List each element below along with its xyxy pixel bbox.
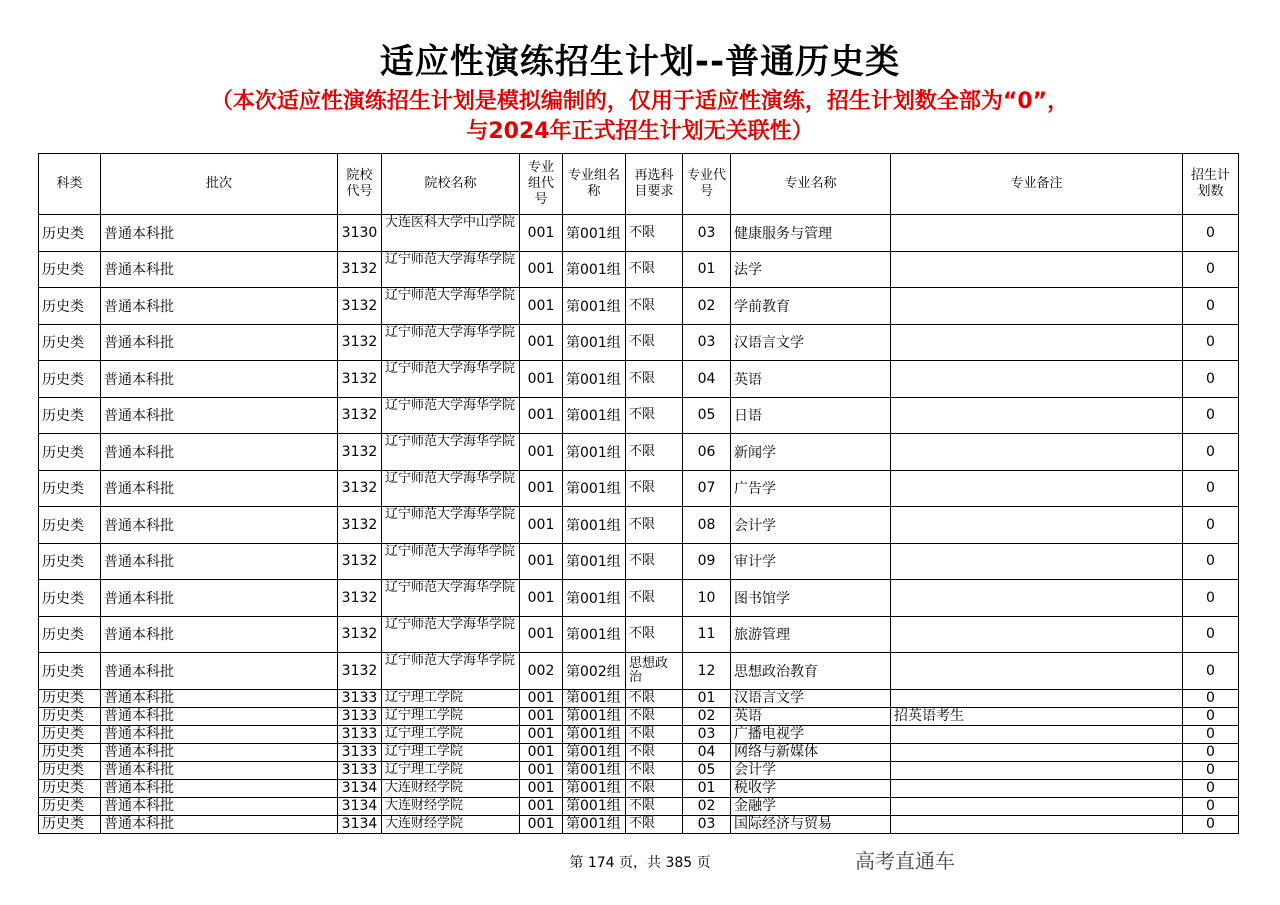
group-name-cell: 第001组 [563,743,626,761]
batch-cell: 普通本科批 [101,797,338,815]
plan-count-cell: 0 [1183,251,1239,288]
school-code-cell: 3134 [338,797,382,815]
subject-cell: 历史类 [39,288,101,325]
major-name-cell: 会计学 [731,507,891,544]
batch-cell: 普通本科批 [101,689,338,707]
group-code-cell: 001 [520,743,563,761]
major-remark-cell [891,689,1183,707]
column-header: 再选科目要求 [626,154,683,215]
school-code-cell: 3132 [338,324,382,361]
column-header: 院校代号 [338,154,382,215]
major-remark-cell: 招英语考生 [891,707,1183,725]
subject-requirement-cell: 不限 [626,761,683,779]
major-remark-cell [891,653,1183,690]
table-row [39,616,1239,653]
school-code-cell: 3132 [338,434,382,471]
group-name-cell: 第001组 [563,543,626,580]
school-code-cell: 3133 [338,743,382,761]
batch-cell: 普通本科批 [101,324,338,361]
column-header: 专业名称 [731,154,891,215]
column-header: 科类 [39,154,101,215]
group-code-cell: 001 [520,761,563,779]
group-name-cell: 第001组 [563,361,626,398]
table-row [39,689,1239,707]
subject-requirement-cell: 思想政治 [626,653,683,690]
table-row [39,779,1239,797]
major-code-cell: 01 [683,779,731,797]
table-row [39,397,1239,434]
batch-cell: 普通本科批 [101,580,338,617]
subject-requirement-cell: 不限 [626,251,683,288]
group-code-cell: 001 [520,815,563,833]
school-name-cell: 辽宁理工学院 [382,725,520,743]
column-header: 专业组名称 [563,154,626,215]
major-name-cell: 法学 [731,251,891,288]
plan-count-cell: 0 [1183,797,1239,815]
major-code-cell: 04 [683,361,731,398]
major-code-cell: 03 [683,215,731,252]
major-code-cell: 05 [683,397,731,434]
school-name-cell: 大连医科大学中山学院 [382,215,520,252]
major-remark-cell [891,470,1183,507]
batch-cell: 普通本科批 [101,361,338,398]
group-name-cell: 第001组 [563,815,626,833]
group-code-cell: 001 [520,616,563,653]
school-name-cell: 辽宁师范大学海华学院 [382,470,520,507]
subject-requirement-cell: 不限 [626,616,683,653]
school-code-cell: 3132 [338,288,382,325]
group-name-cell: 第001组 [563,797,626,815]
school-code-cell: 3133 [338,689,382,707]
major-remark-cell [891,616,1183,653]
school-code-cell: 3132 [338,470,382,507]
major-code-cell: 07 [683,470,731,507]
batch-cell: 普通本科批 [101,434,338,471]
major-code-cell: 02 [683,707,731,725]
plan-count-cell: 0 [1183,815,1239,833]
plan-count-cell: 0 [1183,707,1239,725]
major-remark-cell [891,507,1183,544]
table-row [39,470,1239,507]
batch-cell: 普通本科批 [101,251,338,288]
subject-requirement-cell: 不限 [626,580,683,617]
major-remark-cell [891,743,1183,761]
batch-cell: 普通本科批 [101,215,338,252]
plan-count-cell: 0 [1183,761,1239,779]
subject-requirement-cell: 不限 [626,361,683,398]
subject-cell: 历史类 [39,251,101,288]
major-name-cell: 英语 [731,361,891,398]
major-remark-cell [891,797,1183,815]
subject-requirement-cell: 不限 [626,815,683,833]
notice-line-1: （本次适应性演练招生计划是模拟编制的，仅用于适应性演练，招生计划数全部为“0”， [210,89,1070,114]
batch-cell: 普通本科批 [101,397,338,434]
school-name-cell: 辽宁师范大学海华学院 [382,251,520,288]
major-remark-cell [891,251,1183,288]
subject-cell: 历史类 [39,725,101,743]
subject-requirement-cell: 不限 [626,288,683,325]
school-code-cell: 3132 [338,507,382,544]
major-name-cell: 旅游管理 [731,616,891,653]
school-code-cell: 3133 [338,725,382,743]
group-name-cell: 第001组 [563,470,626,507]
school-name-cell: 辽宁师范大学海华学院 [382,507,520,544]
subject-cell: 历史类 [39,470,101,507]
major-code-cell: 05 [683,761,731,779]
group-name-cell: 第001组 [563,689,626,707]
plan-count-cell: 0 [1183,543,1239,580]
major-name-cell: 广播电视学 [731,725,891,743]
table-row [39,743,1239,761]
group-code-cell: 001 [520,707,563,725]
column-header: 招生计划数 [1183,154,1239,215]
plan-count-cell: 0 [1183,397,1239,434]
major-code-cell: 08 [683,507,731,544]
table-row [39,797,1239,815]
watermark-text: 高考直通车 [855,849,955,873]
major-name-cell: 税收学 [731,779,891,797]
batch-cell: 普通本科批 [101,743,338,761]
plan-count-cell: 0 [1183,507,1239,544]
subject-cell: 历史类 [39,815,101,833]
major-code-cell: 12 [683,653,731,690]
group-code-cell: 001 [520,689,563,707]
column-header: 专业备注 [891,154,1183,215]
plan-count-cell: 0 [1183,434,1239,471]
table-row [39,653,1239,690]
school-code-cell: 3133 [338,761,382,779]
group-code-cell: 001 [520,215,563,252]
table-row [39,434,1239,471]
group-name-cell: 第001组 [563,761,626,779]
school-code-cell: 3132 [338,653,382,690]
group-name-cell: 第001组 [563,707,626,725]
major-name-cell: 新闻学 [731,434,891,471]
major-remark-cell [891,580,1183,617]
group-name-cell: 第001组 [563,397,626,434]
major-name-cell: 汉语言文学 [731,689,891,707]
batch-cell: 普通本科批 [101,707,338,725]
subject-requirement-cell: 不限 [626,707,683,725]
major-remark-cell [891,434,1183,471]
subject-cell: 历史类 [39,779,101,797]
plan-count-cell: 0 [1183,470,1239,507]
table-row [39,580,1239,617]
school-code-cell: 3133 [338,707,382,725]
page-title: 适应性演练招生计划--普通历史类 [379,42,901,82]
table-row [39,725,1239,743]
batch-cell: 普通本科批 [101,653,338,690]
subject-requirement-cell: 不限 [626,397,683,434]
group-code-cell: 001 [520,543,563,580]
group-code-cell: 001 [520,470,563,507]
table-row [39,288,1239,325]
group-name-cell: 第001组 [563,507,626,544]
major-code-cell: 04 [683,743,731,761]
subject-cell: 历史类 [39,761,101,779]
major-remark-cell [891,815,1183,833]
subject-requirement-cell: 不限 [626,434,683,471]
group-code-cell: 001 [520,580,563,617]
table-row [39,815,1239,833]
major-code-cell: 02 [683,797,731,815]
group-code-cell: 001 [520,288,563,325]
major-remark-cell [891,725,1183,743]
table-row [39,361,1239,398]
subject-cell: 历史类 [39,397,101,434]
major-remark-cell [891,215,1183,252]
group-code-cell: 001 [520,251,563,288]
plan-count-cell: 0 [1183,725,1239,743]
major-name-cell: 学前教育 [731,288,891,325]
table-row [39,324,1239,361]
subject-cell: 历史类 [39,507,101,544]
school-name-cell: 辽宁师范大学海华学院 [382,288,520,325]
major-code-cell: 01 [683,251,731,288]
subject-cell: 历史类 [39,434,101,471]
major-name-cell: 健康服务与管理 [731,215,891,252]
major-name-cell: 汉语言文学 [731,324,891,361]
subject-cell: 历史类 [39,580,101,617]
school-name-cell: 大连财经学院 [382,797,520,815]
school-name-cell: 辽宁理工学院 [382,761,520,779]
table-row [39,215,1239,252]
enrollment-plan-table [38,153,1239,834]
school-code-cell: 3132 [338,361,382,398]
group-code-cell: 001 [520,434,563,471]
major-name-cell: 英语 [731,707,891,725]
column-header: 专业组代号 [520,154,563,215]
batch-cell: 普通本科批 [101,543,338,580]
major-remark-cell [891,288,1183,325]
plan-count-cell: 0 [1183,743,1239,761]
major-remark-cell [891,761,1183,779]
table-row [39,761,1239,779]
major-remark-cell [891,543,1183,580]
major-name-cell: 会计学 [731,761,891,779]
school-code-cell: 3134 [338,779,382,797]
table-row [39,251,1239,288]
subject-requirement-cell: 不限 [626,324,683,361]
group-code-cell: 001 [520,725,563,743]
subject-requirement-cell: 不限 [626,215,683,252]
school-code-cell: 3132 [338,616,382,653]
major-name-cell: 国际经济与贸易 [731,815,891,833]
subject-cell: 历史类 [39,743,101,761]
school-name-cell: 辽宁师范大学海华学院 [382,434,520,471]
school-name-cell: 辽宁师范大学海华学院 [382,616,520,653]
school-code-cell: 3130 [338,215,382,252]
column-header: 院校名称 [382,154,520,215]
group-name-cell: 第002组 [563,653,626,690]
table-row [39,707,1239,725]
subject-cell: 历史类 [39,215,101,252]
major-name-cell: 审计学 [731,543,891,580]
subject-cell: 历史类 [39,653,101,690]
school-name-cell: 大连财经学院 [382,815,520,833]
group-name-cell: 第001组 [563,616,626,653]
major-code-cell: 11 [683,616,731,653]
subject-requirement-cell: 不限 [626,797,683,815]
major-name-cell: 图书馆学 [731,580,891,617]
column-header: 批次 [101,154,338,215]
notice-line-2: 与2024年正式招生计划无关联性） [466,119,814,144]
plan-count-cell: 0 [1183,689,1239,707]
group-name-cell: 第001组 [563,779,626,797]
group-name-cell: 第001组 [563,580,626,617]
group-name-cell: 第001组 [563,434,626,471]
subject-cell: 历史类 [39,689,101,707]
table-body [39,215,1239,834]
major-code-cell: 09 [683,543,731,580]
major-code-cell: 10 [683,580,731,617]
major-name-cell: 思想政治教育 [731,653,891,690]
major-remark-cell [891,361,1183,398]
school-name-cell: 辽宁师范大学海华学院 [382,580,520,617]
subject-requirement-cell: 不限 [626,470,683,507]
batch-cell: 普通本科批 [101,288,338,325]
subject-cell: 历史类 [39,707,101,725]
major-code-cell: 02 [683,288,731,325]
batch-cell: 普通本科批 [101,815,338,833]
major-remark-cell [891,324,1183,361]
group-code-cell: 001 [520,397,563,434]
subject-requirement-cell: 不限 [626,689,683,707]
plan-count-cell: 0 [1183,288,1239,325]
batch-cell: 普通本科批 [101,470,338,507]
plan-count-cell: 0 [1183,653,1239,690]
plan-count-cell: 0 [1183,779,1239,797]
group-code-cell: 001 [520,779,563,797]
column-header: 专业代号 [683,154,731,215]
subject-requirement-cell: 不限 [626,779,683,797]
group-code-cell: 001 [520,324,563,361]
group-name-cell: 第001组 [563,288,626,325]
plan-count-cell: 0 [1183,580,1239,617]
major-code-cell: 03 [683,324,731,361]
school-code-cell: 3132 [338,580,382,617]
subject-cell: 历史类 [39,543,101,580]
page-number: 第 174 页，共 385 页 [569,855,711,871]
major-name-cell: 金融学 [731,797,891,815]
subject-cell: 历史类 [39,616,101,653]
plan-count-cell: 0 [1183,215,1239,252]
major-name-cell: 日语 [731,397,891,434]
school-name-cell: 辽宁理工学院 [382,707,520,725]
plan-count-cell: 0 [1183,616,1239,653]
group-name-cell: 第001组 [563,324,626,361]
group-code-cell: 001 [520,797,563,815]
group-code-cell: 001 [520,361,563,398]
school-code-cell: 3132 [338,397,382,434]
group-code-cell: 001 [520,507,563,544]
school-name-cell: 辽宁师范大学海华学院 [382,397,520,434]
school-name-cell: 辽宁理工学院 [382,743,520,761]
batch-cell: 普通本科批 [101,507,338,544]
batch-cell: 普通本科批 [101,725,338,743]
major-code-cell: 01 [683,689,731,707]
batch-cell: 普通本科批 [101,616,338,653]
major-remark-cell [891,397,1183,434]
plan-count-cell: 0 [1183,361,1239,398]
major-code-cell: 03 [683,815,731,833]
subject-requirement-cell: 不限 [626,543,683,580]
major-code-cell: 03 [683,725,731,743]
school-name-cell: 大连财经学院 [382,779,520,797]
subject-requirement-cell: 不限 [626,507,683,544]
subject-requirement-cell: 不限 [626,743,683,761]
school-name-cell: 辽宁师范大学海华学院 [382,361,520,398]
table-row [39,507,1239,544]
major-code-cell: 06 [683,434,731,471]
table-row [39,543,1239,580]
subject-cell: 历史类 [39,324,101,361]
group-code-cell: 002 [520,653,563,690]
table-header-row [39,154,1239,215]
plan-count-cell: 0 [1183,324,1239,361]
school-code-cell: 3132 [338,251,382,288]
school-name-cell: 辽宁理工学院 [382,689,520,707]
school-code-cell: 3134 [338,815,382,833]
batch-cell: 普通本科批 [101,779,338,797]
subject-cell: 历史类 [39,797,101,815]
school-code-cell: 3132 [338,543,382,580]
batch-cell: 普通本科批 [101,761,338,779]
school-name-cell: 辽宁师范大学海华学院 [382,653,520,690]
school-name-cell: 辽宁师范大学海华学院 [382,324,520,361]
subject-cell: 历史类 [39,361,101,398]
major-name-cell: 网络与新媒体 [731,743,891,761]
major-remark-cell [891,779,1183,797]
subject-requirement-cell: 不限 [626,725,683,743]
group-name-cell: 第001组 [563,725,626,743]
school-name-cell: 辽宁师范大学海华学院 [382,543,520,580]
major-name-cell: 广告学 [731,470,891,507]
group-name-cell: 第001组 [563,251,626,288]
group-name-cell: 第001组 [563,215,626,252]
